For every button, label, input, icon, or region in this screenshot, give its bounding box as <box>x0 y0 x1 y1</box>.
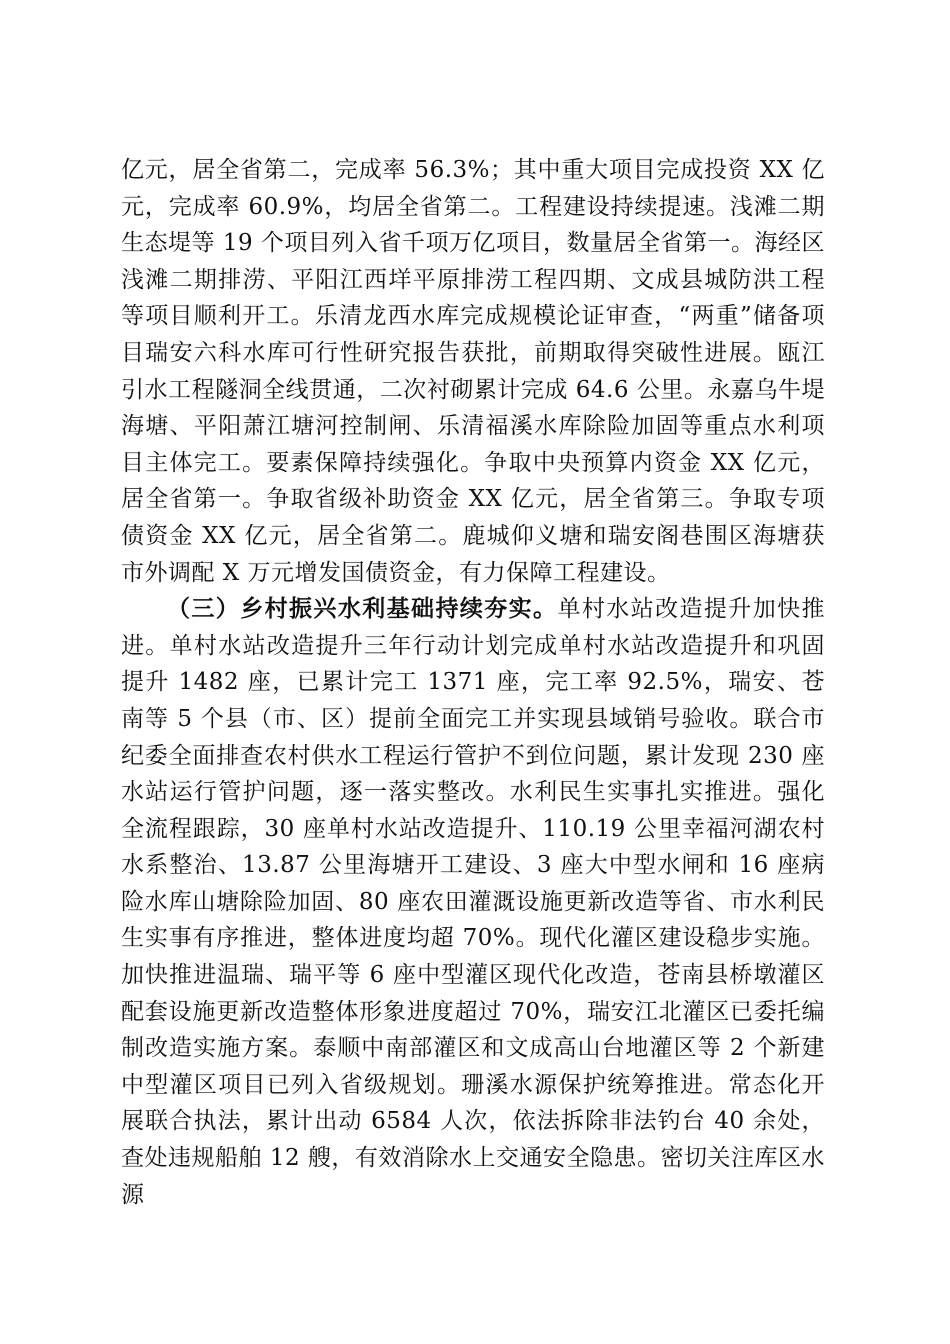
paragraph-continuation: 亿元，居全省第二，完成率 56.3%；其中重大项目完成投资 XX 亿元，完成率 60.9%，均居全省第二。工程建设持续提速。浅滩二期生态堤等 19 个项目列入省千项万亿项目，数量居全省第一。海经区浅滩二期排涝、平阳江西垟平原排涝工程四期、文成县城防洪工程等项目顺利开工。乐清龙西水库完成规模论证审查，“两重”储备项目瑞安六科水库可行性研究报告获批，前期取得突破性进展。瓯江引水工程隧洞全线贯通，二次衬砌累计完成 64.6 公里。永嘉乌牛堤海塘、平阳萧江塘河控制闸、乐清福溪水库除险加固等重点水利项目主体完工。要素保障持续强化。争取中央预算内资金 XX 亿元，居全省第一。争取省级补助资金 XX 亿元，居全省第三。争取专项债资金 XX 亿元，居全省第二。鹿城仰义塘和瑞安阁巷围区海塘获市外调配 X 万元增发国债资金，有力保障工程建设。 <box>121 157 825 586</box>
paragraph-rural-revitalization <box>121 591 825 1213</box>
paragraph-rural-revitalization-body: 单村水站改造提升加快推进。单村水站改造提升三年行动计划完成单村水站改造提升和巩固提升 1482 座，已累计完工 1371 座，完工率 92.5%，瑞安、苍南等 5 个县（市、区）提前全面完工并实现县域销号验收。联合市纪委全面排查农村供水工程运行管护不到位问题，累计发现 230 座水站运行管护问题，逐一落实整改。水利民生实事扎实推进。强化全流程跟踪，30 座单村水站改造提升、110.19 公里幸福河湖农村水系整治、13.87 公里海塘开工建设、3 座大中型水闸和 16 座病险水库山塘除险加固、80 座农田灌溉设施更新改造等省、市水利民生实事有序推进，整体进度均超 70%。现代化灌区建设稳步实施。加快推进温瑞、瑞平等 6 座中型灌区现代化改造，苍南县桥墩灌区配套设施更新改造整体形象进度超过 70%，瑞安江北灌区已委托编制改造实施方案。泰顺中南部灌区和文成高山台地灌区等 2 个新建中型灌区项目已列入省级规划。珊溪水源保护统筹推进。常态化开展联合执法，累计出动 6584 人次，依法拆除非法钓台 40 余处，查处违规船舶 12 艘，有效消除水上交通安全隐患。密切关注库区水源 <box>121 596 826 1208</box>
body-text <box>121 152 825 1213</box>
section-heading-rural-revitalization: （三）乡村振兴水利基础持续夯实。 <box>167 595 558 623</box>
